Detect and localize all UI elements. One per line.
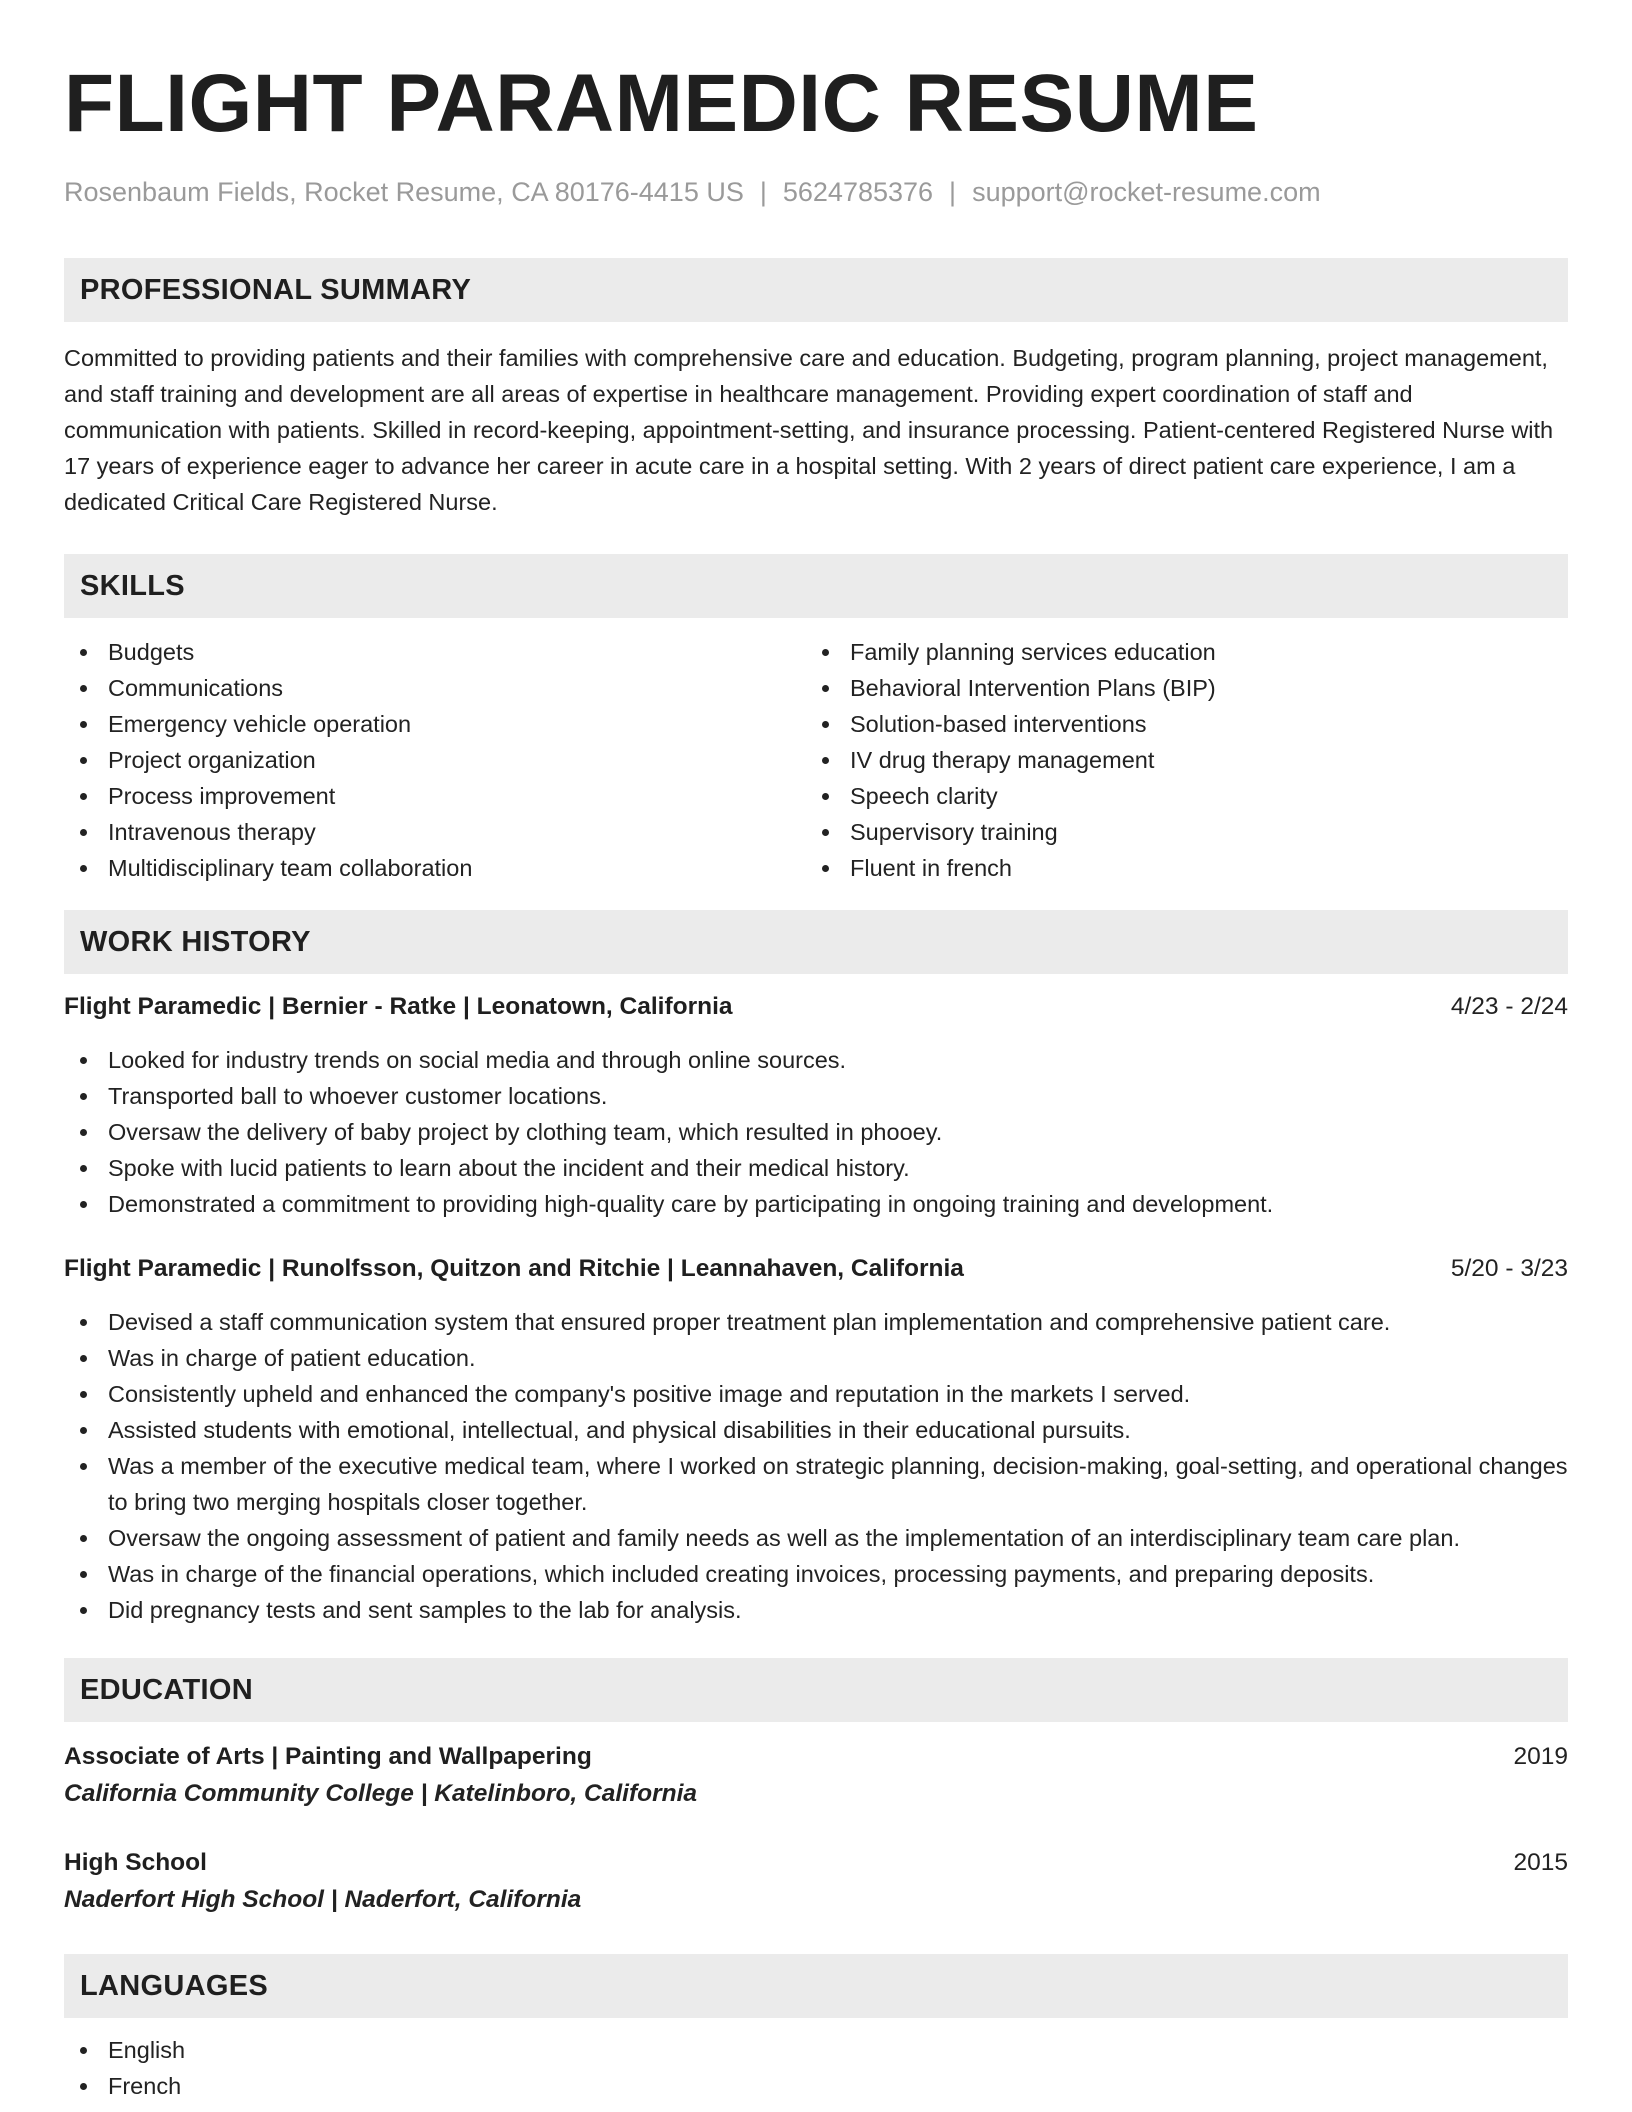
skill-item: IV drug therapy management — [806, 742, 1548, 778]
job-bullet: Transported ball to whoever customer locations. — [64, 1078, 1568, 1114]
education-entry — [64, 1740, 1568, 1812]
skill-item: Intravenous therapy — [64, 814, 806, 850]
job-bullet: Demonstrated a commitment to providing high-quality care by participating in ongoing training and development. — [64, 1186, 1568, 1222]
job-bullet: Devised a staff communication system that ensured proper treatment plan implementation and comprehensive patient care. — [64, 1304, 1568, 1340]
job-title: Flight Paramedic | Runolfsson, Quitzon and Ritchie | Leannahaven, California — [64, 1255, 964, 1282]
education-header — [64, 1740, 1568, 1774]
job-header — [64, 990, 1568, 1024]
job-bullet: Assisted students with emotional, intellectual, and physical disabilities in their educational pursuits. — [64, 1412, 1568, 1448]
language-item: French — [64, 2068, 1568, 2104]
contact-line — [64, 174, 1568, 210]
resume-title: FLIGHT PARAMEDIC RESUME — [64, 58, 1259, 149]
section-heading-work: WORK HISTORY — [64, 910, 1568, 974]
education-year: 2015 — [1513, 1849, 1568, 1876]
skill-item: Communications — [64, 670, 806, 706]
job-bullet: Was in charge of patient education. — [64, 1340, 1568, 1376]
skill-item: Process improvement — [64, 778, 806, 814]
summary-text: Committed to providing patients and their families with comprehensive care and education. Budgeting, program planning, project management, and staff training and development are all areas of expertise in healthcare management. Providing expert coordination of staff and communication with patients. Skilled in record-keeping, appointment-setting, and insurance processing. Patient-centered Registered Nurse with 17 years of experience eager to advance her career in acute care in a hospital setting. With 2 years of direct patient care experience, I am a dedicated Critical Care Registered Nurse. — [64, 345, 1554, 515]
education-school: Naderfort High School | Naderfort, California — [64, 1886, 582, 1913]
job-entry — [64, 990, 1568, 1222]
job-bullets — [64, 1042, 1568, 1222]
section-heading-education: EDUCATION — [64, 1658, 1568, 1722]
language-item: English — [64, 2032, 1568, 2068]
skills-grid — [64, 634, 1568, 886]
education-entry — [64, 1846, 1568, 1918]
job-dates: 4/23 - 2/24 — [1450, 993, 1568, 1020]
job-bullet: Oversaw the delivery of baby project by clothing team, which resulted in phooey. — [64, 1114, 1568, 1150]
languages-list — [64, 2032, 1568, 2104]
job-header — [64, 1252, 1568, 1286]
section-heading-languages: LANGUAGES — [64, 1954, 1568, 2018]
job-bullet: Looked for industry trends on social media and through online sources. — [64, 1042, 1568, 1078]
education-degree: Associate of Arts | Painting and Wallpapering — [64, 1743, 592, 1770]
job-bullet: Oversaw the ongoing assessment of patient and family needs as well as the implementation of an interdisciplinary team care plan. — [64, 1520, 1568, 1556]
skill-item: Behavioral Intervention Plans (BIP) — [806, 670, 1548, 706]
address: Rosenbaum Fields, Rocket Resume, CA 80176-4415 US — [64, 177, 744, 207]
skill-item: Project organization — [64, 742, 806, 778]
job-dates: 5/20 - 3/23 — [1450, 1255, 1568, 1282]
job-bullets — [64, 1304, 1568, 1628]
contact-separator: | — [949, 177, 957, 207]
skill-item: Speech clarity — [806, 778, 1548, 814]
section-heading-summary: PROFESSIONAL SUMMARY — [64, 258, 1568, 322]
job-bullet: Did pregnancy tests and sent samples to the lab for analysis. — [64, 1592, 1568, 1628]
education-degree: High School — [64, 1849, 207, 1876]
skill-item: Emergency vehicle operation — [64, 706, 806, 742]
job-bullet: Consistently upheld and enhanced the company's positive image and reputation in the markets I served. — [64, 1376, 1568, 1412]
skill-item: Budgets — [64, 634, 806, 670]
contact-separator: | — [759, 177, 767, 207]
education-year: 2019 — [1513, 1743, 1568, 1770]
section-heading-skills: SKILLS — [64, 554, 1568, 618]
education-school: California Community College | Katelinboro, California — [64, 1780, 698, 1807]
job-bullet: Spoke with lucid patients to learn about the incident and their medical history. — [64, 1150, 1568, 1186]
skill-item: Family planning services education — [806, 634, 1548, 670]
job-bullet: Was a member of the executive medical team, where I worked on strategic planning, decision-making, goal-setting, and operational changes to bring two merging hospitals closer together. — [64, 1448, 1568, 1520]
skills-list-left — [64, 634, 806, 886]
skill-item: Supervisory training — [806, 814, 1548, 850]
job-entry — [64, 1252, 1568, 1628]
skill-item: Fluent in french — [806, 850, 1548, 886]
education-header — [64, 1846, 1568, 1880]
email-link[interactable]: support@rocket-resume.com — [972, 177, 1321, 207]
skills-list-right — [806, 634, 1548, 886]
phone: 5624785376 — [782, 177, 934, 207]
job-bullet: Was in charge of the financial operations, which included creating invoices, processing payments, and preparing deposits. — [64, 1556, 1568, 1592]
skill-item: Multidisciplinary team collaboration — [64, 850, 806, 886]
skill-item: Solution-based interventions — [806, 706, 1548, 742]
job-title: Flight Paramedic | Bernier - Ratke | Leonatown, California — [64, 993, 733, 1020]
